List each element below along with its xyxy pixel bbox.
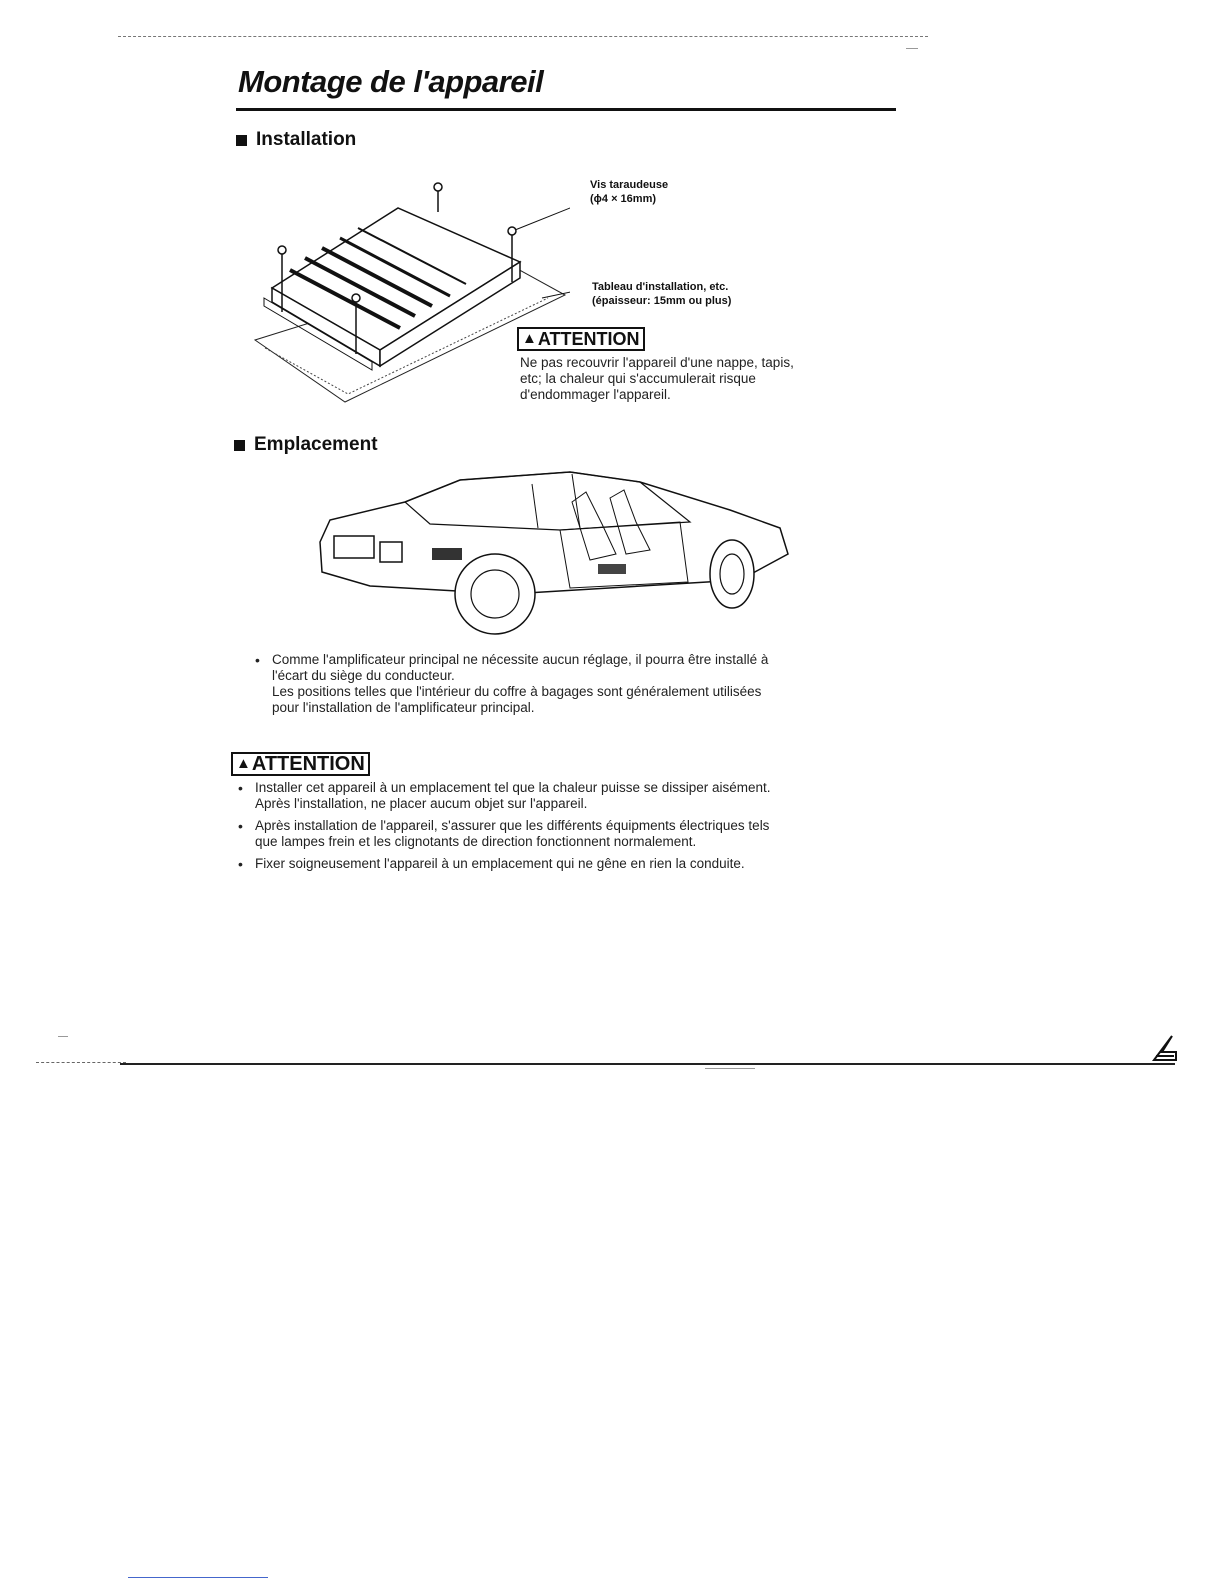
scan-mark: [58, 1036, 68, 1037]
placement-heading-text: Emplacement: [254, 434, 378, 455]
car-roof: [405, 472, 690, 530]
square-bullet-icon: [236, 135, 247, 146]
attention-label: [231, 752, 370, 776]
note-line: Les positions telles que l'intérieur du coffre à bagages sont généralement utilisées: [272, 684, 762, 699]
board-thickness: (épaisseur: 15mm ou plus): [592, 295, 732, 307]
board-label: Tableau d'installation, etc.: [592, 281, 729, 293]
title-underline: [236, 108, 896, 111]
list-item: [255, 856, 905, 872]
attention-line: • Installer cet appareil à un emplacement tel que la chaleur puisse se dissiper aisément.: [255, 780, 771, 795]
page-corner-mark-icon: [1150, 1030, 1180, 1066]
placement-note-list: [272, 652, 892, 722]
car-door-opening: [560, 522, 688, 588]
note-line: l'écart du siège du conducteur.: [272, 668, 455, 683]
installation-caution-text: [520, 355, 860, 403]
square-bullet-icon: [234, 440, 245, 451]
list-item: [255, 780, 905, 812]
attention-text: ATTENTION: [251, 753, 365, 775]
warning-triangle-icon: ▲: [522, 330, 537, 347]
amplifier-position-trunk: [432, 548, 462, 560]
screw-size: (ϕ4 × 16mm): [590, 193, 657, 205]
attention-line: • Après installation de l'appareil, s'assurer que les différents équipments électriques tels: [255, 818, 770, 833]
board-callout: [592, 280, 731, 308]
page-bottom-rule: [120, 1063, 1175, 1065]
attention-line: • Fixer soigneusement l'appareil à un emplacement qui ne gêne en rien la conduite.: [255, 856, 745, 871]
footer-blue-line: [128, 1577, 268, 1578]
caution-line: d'endommager l'appareil.: [520, 387, 671, 402]
caution-line: etc; la chaleur qui s'accumulerait risque: [520, 371, 756, 386]
scan-mark: [705, 1068, 755, 1069]
screw-label: Vis taraudeuse: [590, 179, 669, 191]
screw-callout: [590, 178, 668, 206]
car-pillar: [532, 484, 538, 528]
note-line: pour l'installation de l'amplificateur principal.: [272, 700, 535, 715]
attention-line: Après l'installation, ne placer aucum objet sur l'appareil.: [255, 796, 588, 811]
scan-dashed-line-top: [118, 36, 928, 37]
scan-dashed-line-bottom: [36, 1062, 126, 1063]
amplifier-position-seat: [598, 564, 626, 574]
installation-attention-label: [517, 327, 645, 351]
car-placement-illustration: [310, 462, 800, 642]
attention-list: [255, 780, 905, 878]
rear-light: [380, 542, 402, 562]
page-title: Montage de l'appareil: [238, 64, 544, 99]
list-item: [255, 818, 905, 850]
list-item: [272, 652, 892, 716]
car-seat: [610, 490, 650, 554]
installation-attention-text: ATTENTION: [537, 329, 640, 349]
installation-heading-text: Installation: [256, 129, 357, 150]
note-line: • Comme l'amplificateur principal ne nécessite aucun réglage, il pourra être installé à: [272, 652, 769, 667]
attention-line: que lampes frein et les clignotants de direction fonctionnent normalement.: [255, 834, 697, 849]
placement-heading: [234, 434, 378, 456]
rear-light: [334, 536, 374, 558]
front-wheel: [710, 540, 754, 608]
car-seat: [572, 492, 616, 560]
caution-line: Ne pas recouvrir l'appareil d'une nappe, tapis,: [520, 355, 794, 370]
scan-mark: [906, 48, 918, 49]
installation-heading: [236, 129, 356, 151]
screw-leader-line: [515, 200, 570, 230]
warning-triangle-icon: ▲: [236, 755, 251, 772]
rear-wheel: [455, 554, 535, 634]
